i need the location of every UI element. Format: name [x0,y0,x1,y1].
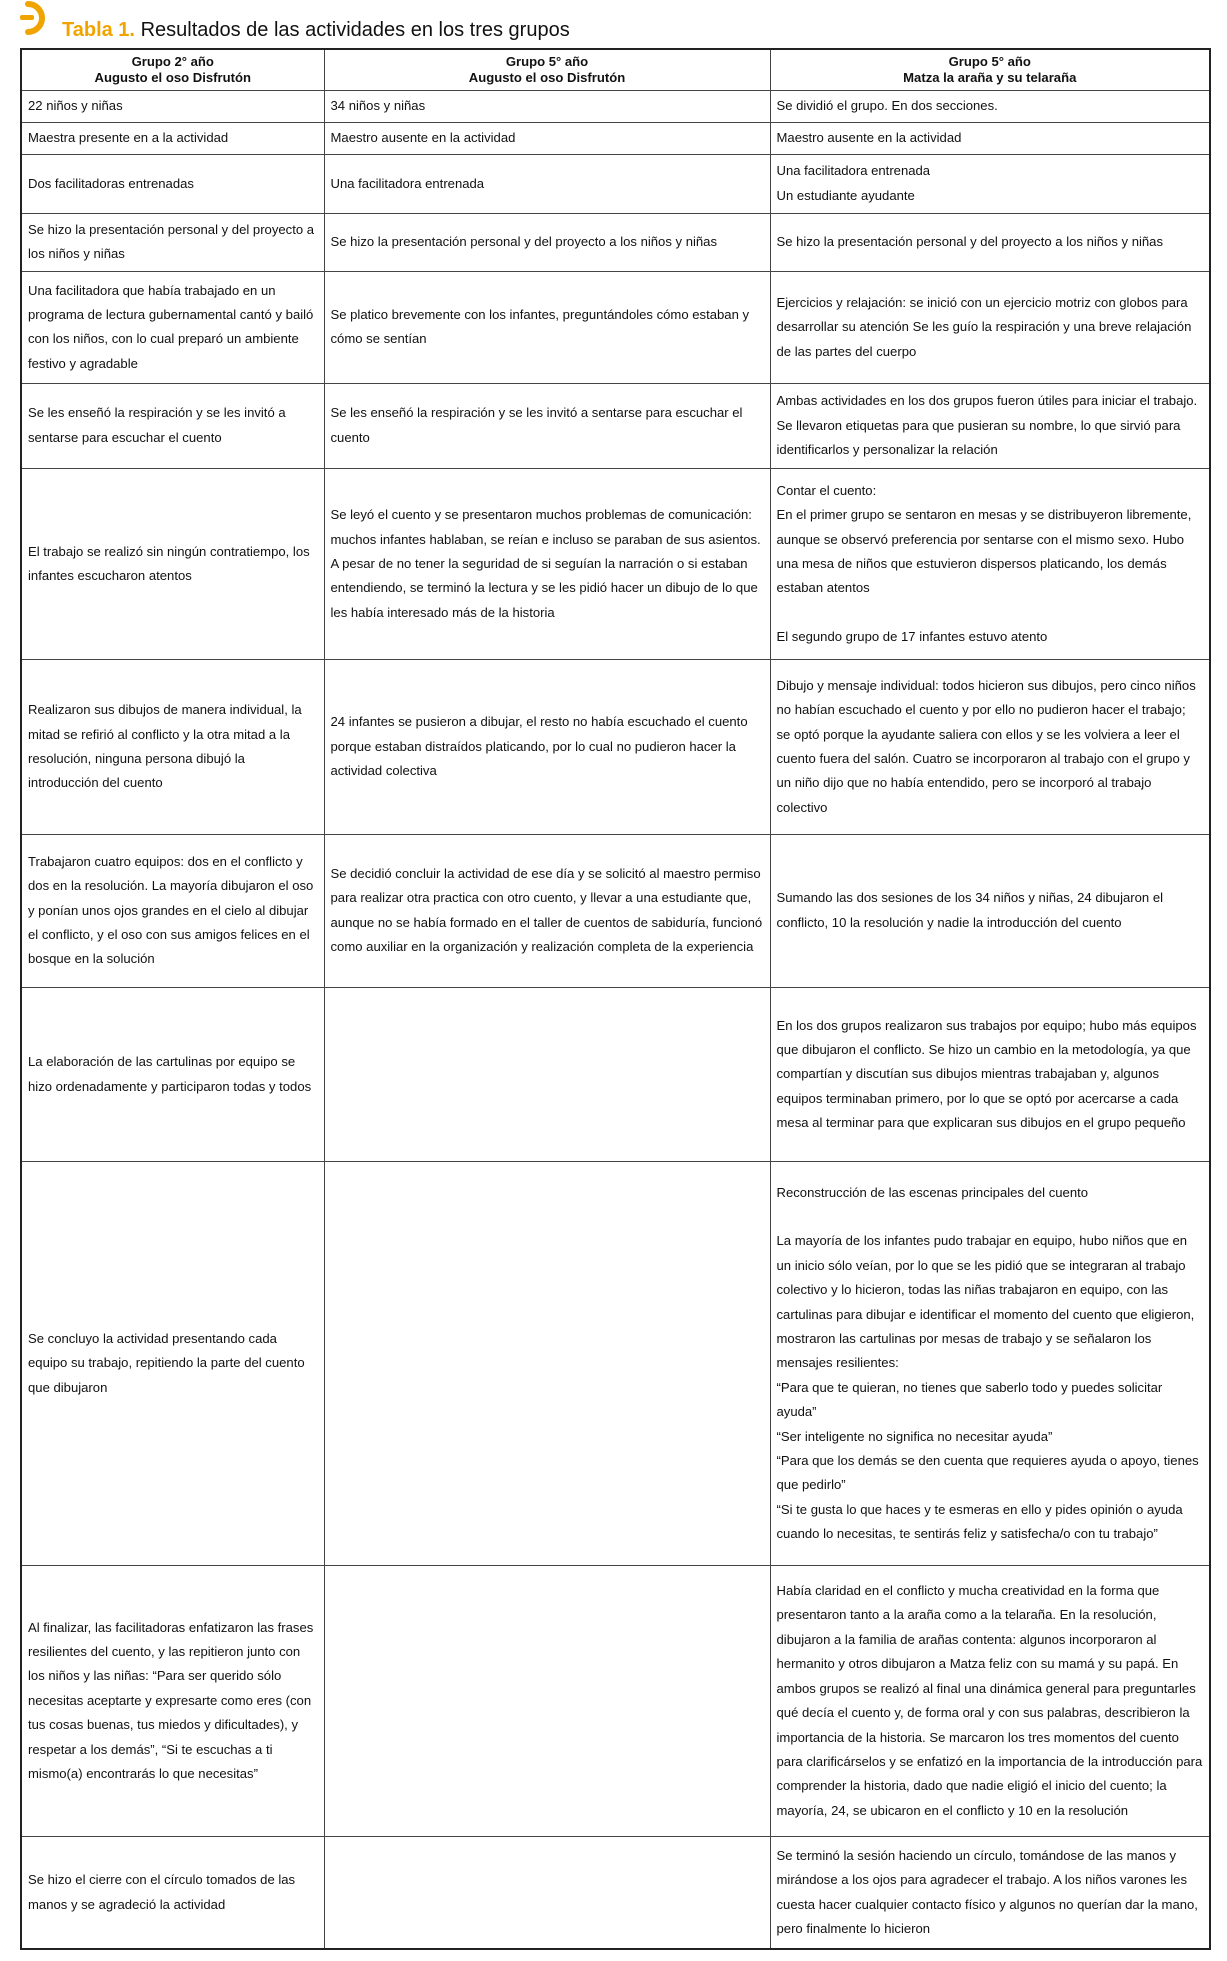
header-line-2: Augusto el oso Disfrutón [468,70,626,85]
cell-text: Se dividió el grupo. En dos secciones. [776,98,998,114]
table-cell [770,272,1210,384]
table-cell [324,468,770,659]
cell-text: Maestro ausente en la actividad [776,130,962,146]
table-row [21,1162,1210,1566]
cell-text: Se decidió concluir la actividad de ese día y se solicitó al maestro permiso para realizar otra practica con otro cuento, y llevar a una estudiante que, aunque no se había formado en el taller de cuentos de sabiduría, funcionó como auxiliar en la organización y realización completa de la experiencia [330,865,763,955]
table-row [21,213,1210,272]
journal-logo-icon [20,0,60,36]
cell-text: La elaboración de las cartulinas por equipo se hizo ordenadamente y participaron todas y todos [28,1054,312,1094]
table-cell [324,1837,770,1949]
table-cell [770,1162,1210,1566]
header-line-2: Augusto el oso Disfrutón [94,70,251,85]
cell-text: Se concluyo la actividad presentando cada equipo su trabajo, repitiendo la parte del cuento que dibujaron [28,1330,305,1395]
cell-text: 34 niños y niñas [330,98,426,114]
cell-text: El trabajo se realizó sin ningún contratiempo, los infantes escucharon atentos [28,543,310,584]
header-line-2: Matza la araña y su telaraña [903,70,1077,85]
table-cell [770,1566,1210,1837]
header-group-5-oso [324,49,770,91]
cell-text: Ambas actividades en los dos grupos fueron útiles para iniciar el trabajo. Se llevaron etiquetas para que pusieran su nombre, lo que sirvió para identificarlos y personalizar la relación [776,393,1198,458]
cell-text: Se les enseñó la respiración y se les invitó a sentarse para escuchar el cuento [28,405,286,445]
table-cell [21,660,324,834]
cell-text: Se hizo la presentación personal y del proyecto a los niños y niñas [776,234,1163,250]
cell-text: Había claridad en el conflicto y mucha creatividad en la forma que presentaron tanto a la araña como a la telaraña. En la resolución, dibujaron a la familia de arañas contenta: algunos incorporaron al hermanito y otros dibujaron a Matza feliz con su mamá y su papá. En ambos grupos se realizó al final una dinámica general para preguntarles qué decía el cuento y, de forma oral y con sus palabras, describieron la importancia de la historia. Se marcaron los tres momentos del cuento para clarificárselos y se enfatizó en la importancia de la introducción para comprender la historia, dado que nadie eligió el inicio del cuento; la mayoría, 24, se ubicaron en el conflicto y 10 en la resolución [776,1583,1203,1818]
table-caption-label: Tabla 1. [62,19,135,41]
cell-text: Maestro ausente en la actividad [330,130,516,146]
cell-text: Contar el cuento: En el primer grupo se sentaron en mesas y se distribuyeron libremente, aunque se observó preferencia por sentarse con el mismo sexo. Hubo una mesa de niños que estuvieron dispersos platicando, los demás estaban atentos El segundo grupo de 17 infantes estuvo atento [776,482,1192,645]
header-line-1: Grupo 5° año [505,54,589,69]
table-cell [770,1837,1210,1949]
header-group-2-oso [21,49,324,91]
table-cell [324,834,770,987]
cell-text: Realizaron sus dibujos de manera individual, la mitad se refirió al conflicto y la otra mitad a la resolución, ninguna persona dibujó la introducción del cuento [28,702,302,791]
table-row [21,468,1210,659]
cell-text: Una facilitadora que había trabajado en un programa de lectura gubernamental cantó y bailó con los niños, con lo cual preparó un ambiente festivo y agradable [28,282,314,371]
table-cell [770,91,1210,123]
table-cell [21,155,324,214]
header-group-5-arana [770,49,1210,91]
table-cell [324,272,770,384]
table-cell [770,155,1210,214]
table-row [21,660,1210,834]
table-cell [770,660,1210,834]
cell-text: En los dos grupos realizaron sus trabajos por equipo; hubo más equipos que dibujaron el conflicto. Se hizo un cambio en la metodología, ya que compartían y discutían sus dibujos mientras trabajaban y, algunos equipos terminaban primero, por lo que se optó por acercarse a cada mesa al terminar para que explicaran sus dibujos en el grupo pequeño [776,1017,1197,1131]
table-cell [770,213,1210,272]
table-cell [324,123,770,155]
table-cell [324,213,770,272]
cell-text: Ejercicios y relajación: se inició con un ejercicio motriz con globos para desarrollar su atención Se les guío la respiración y una breve relajación de las partes del cuerpo [776,294,1192,359]
table-row [21,1837,1210,1949]
table-cell [324,383,770,468]
table-caption-text: Resultados de las actividades en los tres grupos [140,19,570,41]
cell-text: Una facilitadora entrenada Un estudiante ayudante [776,163,931,203]
table-cell [21,213,324,272]
table-cell [770,987,1210,1161]
cell-text: Maestra presente en a la actividad [28,130,229,146]
table-caption [62,18,570,42]
table-cell [21,272,324,384]
table-row [21,272,1210,384]
table-row [21,383,1210,468]
table-cell [21,1566,324,1837]
table-row [21,834,1210,987]
header-row [21,49,1210,91]
table-cell [770,123,1210,155]
table-cell [770,468,1210,659]
table-cell [324,1566,770,1837]
cell-text: 22 niños y niñas [28,98,123,114]
table-row [21,155,1210,214]
table-cell [21,123,324,155]
table-row [21,987,1210,1161]
cell-text: Dos facilitadoras entrenadas [28,175,194,191]
table-cell [770,834,1210,987]
table-cell [324,660,770,834]
table-cell [324,155,770,214]
table-cell [21,383,324,468]
cell-text: Se terminó la sesión haciendo un círculo, tomándose de las manos y mirándose a los ojos para agradecer el trabajo. A los niños varones les cuesta hacer cualquier contacto físico y algunos no querían dar la mano, pero finalmente lo hicieron [776,1847,1198,1936]
cell-text: Se platico brevemente con los infantes, preguntándoles cómo estaban y cómo se sentían [330,307,750,347]
table-cell [324,1162,770,1566]
cell-text: Reconstrucción de las escenas principales del cuento La mayoría de los infantes pudo trabajar en equipo, hubo niños que en un inicio sólo veían, por lo que se les pidió que se integraran al trabajo colectivo y lo hicieron, todas las niñas trabajaron en equipo, con las cartulinas para dibujar e identificar el momento del cuento que eligieron, mostraron las cartulinas por mesas de trabajo y se señalaron los mensajes resilientes: “Para que te quieran, no tienes que saberlo todo y puedes solicitar ayuda” “Ser inteligente no significa no necesitar ayuda” “Para que los demás se den cuenta que requieres ayuda o apoyo, tienes que pedirlo” “Si te gusta lo que haces y te esmeras en ello y pides opinión o ayuda cuando lo necesitas, te sentirás feliz y satisfecha/o con tu trabajo” [776,1184,1199,1542]
header-line-1: Grupo 5° año [948,54,1031,69]
cell-text: Se hizo el cierre con el círculo tomados de las manos y se agradeció la actividad [28,1872,296,1912]
results-table [20,48,1211,1950]
cell-text: Se les enseñó la respiración y se les invitó a sentarse para escuchar el cuento [330,405,743,445]
cell-text: Una facilitadora entrenada [330,175,485,191]
table-cell [21,834,324,987]
cell-text: Trabajaron cuatro equipos: dos en el conflicto y dos en la resolución. La mayoría dibujaron el oso y ponían unos ojos grandes en el cielo al dibujar el conflicto, y el oso con sus amigos felices en el bosque en la solución [28,853,314,967]
table-row [21,123,1210,155]
table-cell [21,91,324,123]
cell-text: Se hizo la presentación personal y del proyecto a los niños y niñas [28,221,315,262]
table-row [21,1566,1210,1837]
cell-text: Al finalizar, las facilitadoras enfatizaron las frases resilientes del cuento, y las repitieron junto con los niños y las niñas: “Para ser querido sólo necesitas aceptarte y expresarte como eres (con tus cosas buenas, tus miedos y dificultades), y respetar a los demás”, “Si te escuchas a ti mismo(a) encontrarás lo que necesitas” [28,1619,314,1782]
cell-text: Sumando las dos sesiones de los 34 niños y niñas, 24 dibujaron el conflicto, 10 la resolución y nadie la introducción del cuento [776,890,1164,930]
header-line-1: Grupo 2° año [131,54,214,69]
cell-text: Se hizo la presentación personal y del proyecto a los niños y niñas [330,234,717,250]
table-cell [21,468,324,659]
cell-text: Dibujo y mensaje individual: todos hicieron sus dibujos, pero cinco niños no habían escuchado el cuento y por ello no pudieron hacer el trabajo; se optó porque la ayudante saliera con ellos y se les volviera a leer el cuento fuera del salón. Cuatro se incorporaron al trabajo con el grupo y un niño dijo que no había entendido, pero se incorporó al trabajo colectivo [776,677,1196,815]
table-row [21,91,1210,123]
table-cell [324,91,770,123]
table-cell [21,1837,324,1949]
table-cell [324,987,770,1161]
table-cell [21,987,324,1161]
table-cell [770,383,1210,468]
cell-text: Se leyó el cuento y se presentaron muchos problemas de comunicación: muchos infantes hablaban, se reían e incluso se paraban de sus asientos. A pesar de no tener la seguridad de si seguían la narración o si estaban entendiendo, se terminó la lectura y se les pidió hacer un dibujo de lo que les había interesado más de la historia [330,507,761,620]
table-cell [21,1162,324,1566]
cell-text: 24 infantes se pusieron a dibujar, el resto no había escuchado el cuento porque estaban distraídos platicando, por lo cual no pudieron hacer la actividad colectiva [330,714,748,779]
